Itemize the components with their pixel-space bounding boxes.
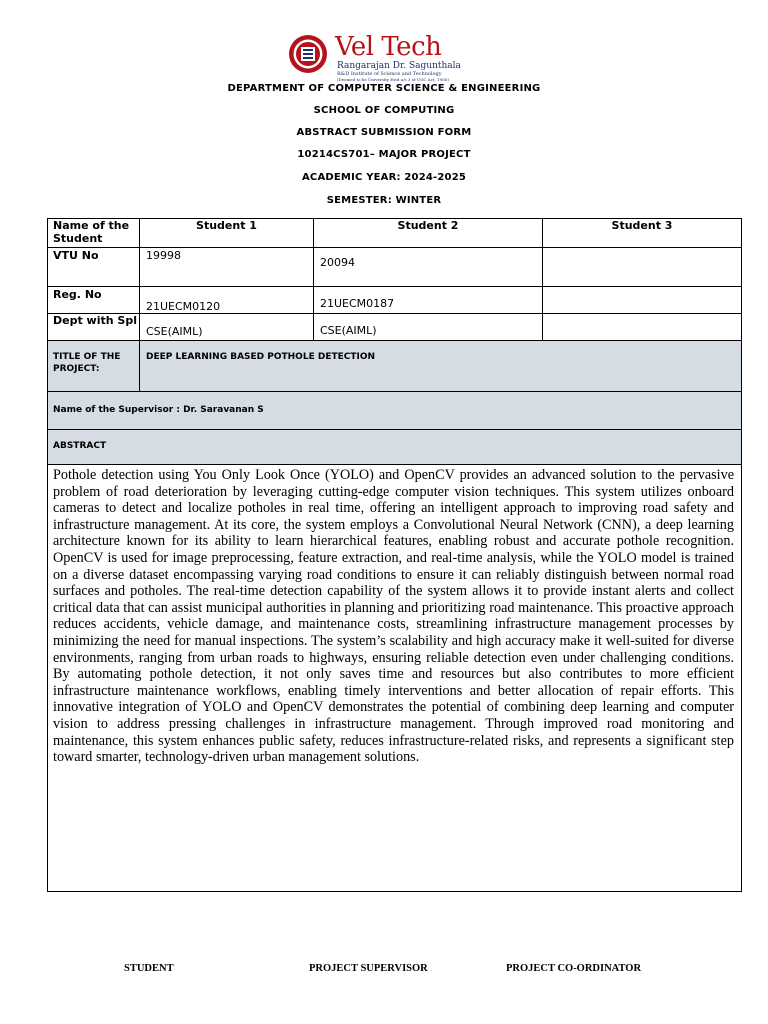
reg-student1: 21UECM0120 [146,300,221,313]
dept-student1-cell [139,313,314,341]
supervisor-signature-label: PROJECT SUPERVISOR [309,963,428,974]
vtu-label: VTU No [53,249,99,262]
student3-header-cell [542,218,742,248]
academic-year: ACADEMIC YEAR: 2024-2025 [301,172,467,183]
abstract-text: Pothole detection using You Only Look Once (YOLO) and OpenCV provides an advanced solution to the pervasive problem of road deterioration by leveraging cutting-edge computer vision techniques. This system utilizes onboard cameras to detect and localize potholes in real time, offering an intelligent approach to improving road safety and infrastructure management. At its core, the system employs a Convolutional Neural Network (CNN), a deep learning architecture known for its ability to learn hierarchical features, enabling robust and accurate pothole recognition. OpenCV is used for image preprocessing, feature extraction, and real-time analysis, while the YOLO model is trained on a diverse dataset encompassing varying road conditions to ensure it can reliably distinguish between normal road surfaces and potholes. The real-time detection capability of the system allows it to provide instant alerts and collect critical data that can assist municipal authorities in planning and prioritizing road maintenance. This proactive approach reduces accidents, vehicle damage, and maintenance costs, streamlining infrastructure management processes by minimizing the need for manual inspections. The system’s scalability and high accuracy make it well-suited for diverse environments, ranging from urban roads to highways, ensuring reliable detection even under challenging conditions. By automating pothole detection, it not only saves time and resources but also contributes to more efficient infrastructure maintenance workflows, enabling timely interventions and better allocation of repair efforts. This innovative integration of YOLO and OpenCV demonstrates the potential of combining deep learning and computer vision to address pressing challenges in infrastructure management. Through improved road monitoring and maintenance, this system enhances public safety, reduces infrastructure-related risks, and represents a significant step toward smarter, technology-driven urban management solutions. [53,467,734,766]
dept-label: Dept with Spl [53,314,137,327]
title-label-cell [47,340,140,392]
dept-student1: CSE(AIML) [146,325,203,338]
reg-student2-cell [313,286,543,314]
dept-student2: CSE(AIML) [320,324,377,337]
coordinator-signature-label: PROJECT CO-ORDINATOR [506,963,642,974]
school-heading: SCHOOL OF COMPUTING [313,105,455,116]
vtu-student2-cell [313,247,543,287]
logo-subtitle: Rangarajan Dr. Sagunthala [337,61,461,71]
student2-header-cell [313,218,543,248]
title-value-cell [139,340,742,392]
logo-subtitle-2: R&D Institute of Science and Technology [337,71,442,77]
reg-student1-cell [139,286,314,314]
reg-label: Reg. No [53,288,102,301]
vtu-label-cell [47,247,140,287]
vtu-student1: 19998 [146,249,181,262]
vtu-student2: 20094 [320,256,355,269]
university-seal-icon [288,34,328,74]
abstract-label-cell [47,429,742,465]
course-heading: 10214CS701– MAJOR PROJECT [297,149,471,160]
reg-student2: 21UECM0187 [320,297,395,310]
name-label-cell [47,218,140,248]
department-heading: DEPARTMENT OF COMPUTER SCIENCE & ENGINEERING [227,83,541,94]
supervisor-cell [47,391,742,430]
supervisor-name: Name of the Supervisor : Dr. Saravanan S [53,405,264,415]
student1-header: Student 1 [196,219,257,232]
student3-header: Student 3 [611,219,673,232]
logo-subtitle-3: (Deemed to be University Estd u/s 3 of UGC Act, 1956) [337,77,449,82]
reg-student3-cell [542,286,742,314]
student2-header: Student 2 [397,219,459,232]
title-label: TITLE OF THE PROJECT: [53,352,121,374]
dept-label-cell [47,313,140,341]
student-signature-label: STUDENT [124,963,174,974]
vtu-student1-cell [139,247,314,287]
student1-header-cell [139,218,314,248]
dept-student2-cell [313,313,543,341]
semester: SEMESTER: WINTER [326,195,442,206]
logo-name: Vel Tech [335,32,442,62]
name-label: Name of the Student [53,219,130,245]
form-title: ABSTRACT SUBMISSION FORM [296,127,472,138]
dept-student3-cell [542,313,742,341]
reg-label-cell [47,286,140,314]
vtu-student3-cell [542,247,742,287]
abstract-label: ABSTRACT [53,441,107,451]
project-title: DEEP LEARNING BASED POTHOLE DETECTION [146,352,376,362]
